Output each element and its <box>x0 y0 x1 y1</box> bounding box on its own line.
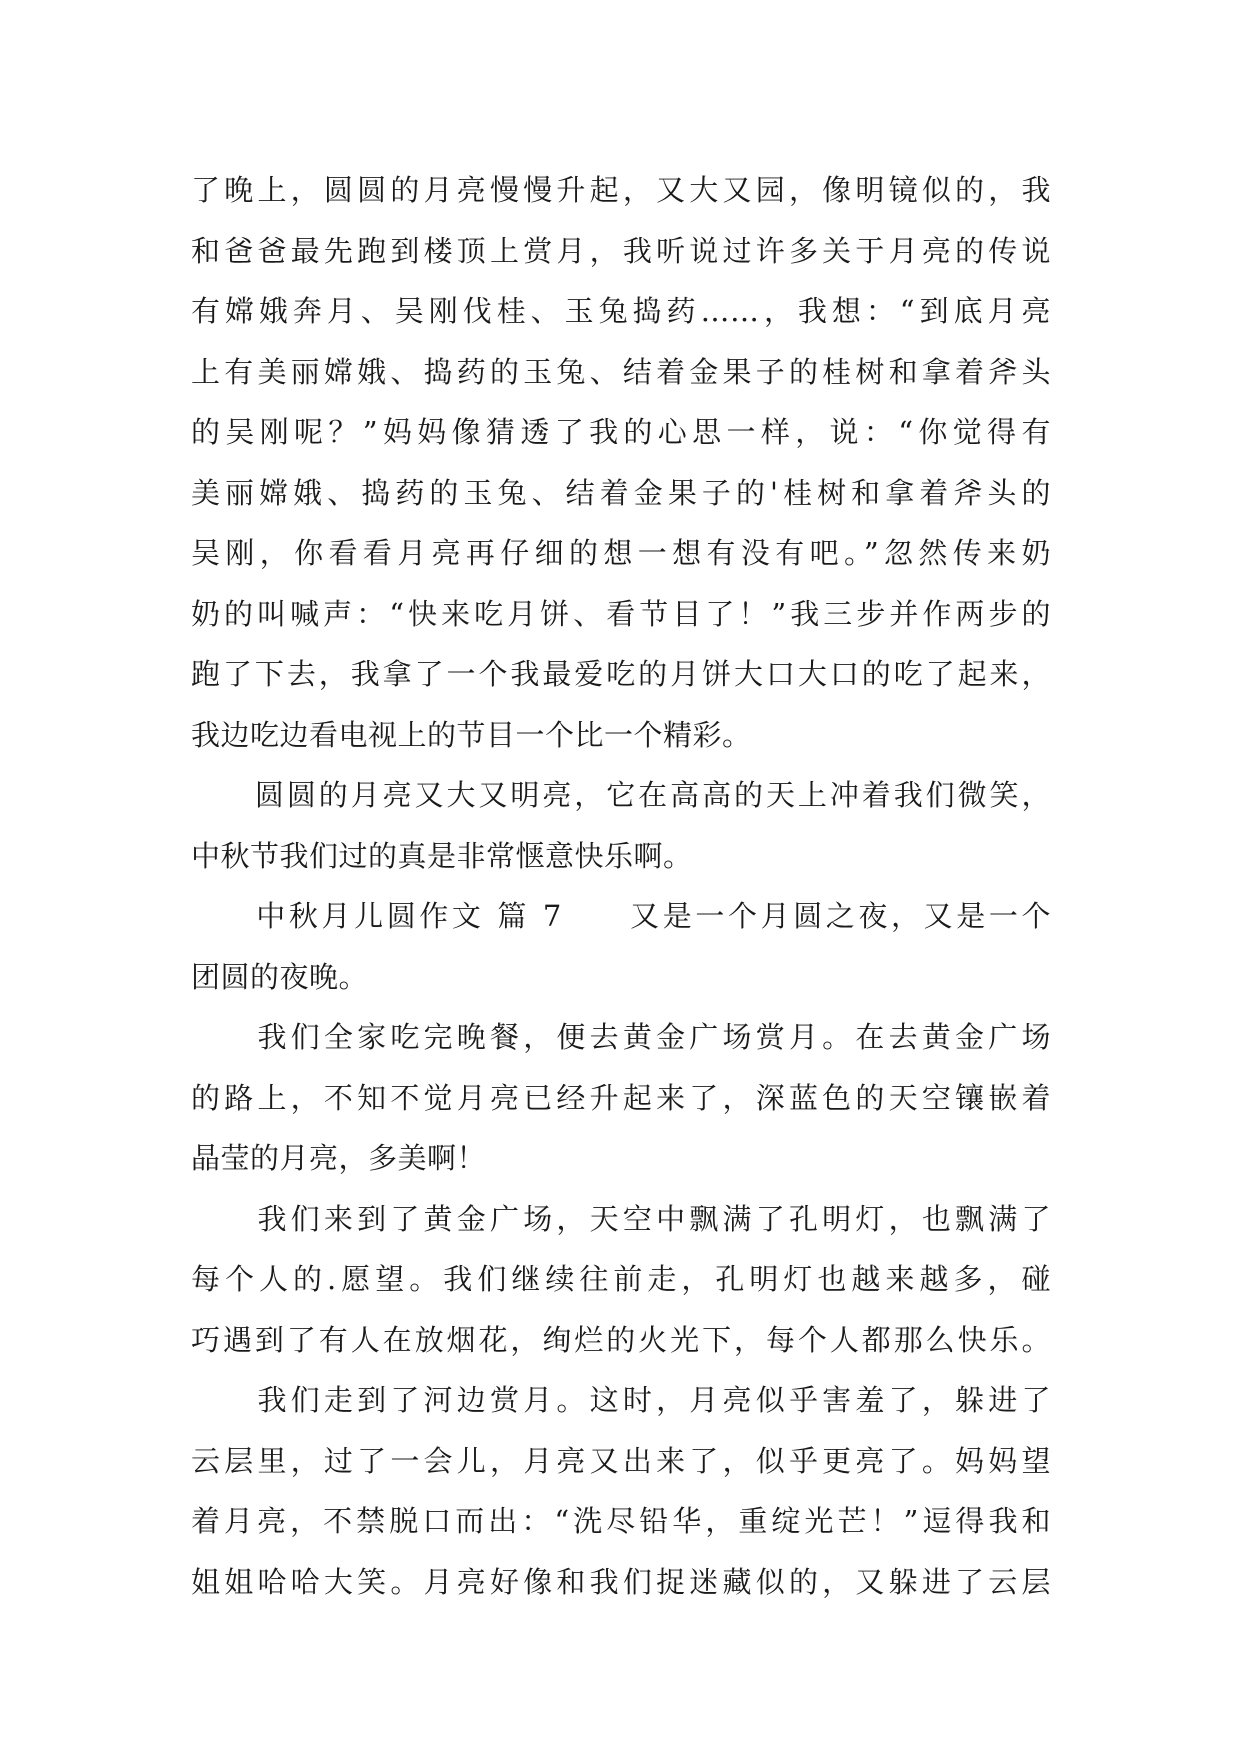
text-line: 吴刚，你看看月亮再仔细的想一想有没有吧。”忽然传来奶 <box>191 536 1051 570</box>
paragraph-1 <box>191 160 1051 765</box>
text-line: 我边吃边看电视上的节目一个比一个精彩。 <box>191 717 752 752</box>
text-line: 我们来到了黄金广场，天空中飘满了孔明灯，也飘满了 <box>191 1201 1051 1236</box>
paragraph-5 <box>191 1189 1051 1371</box>
paragraph-4 <box>191 1007 1051 1189</box>
text-line: 美丽嫦娥、捣药的玉兔、结着金果子的'桂树和拿着斧头的 <box>191 475 1051 510</box>
paragraph-2 <box>191 765 1051 886</box>
text-line: 有嫦娥奔月、吴刚伐桂、玉兔捣药……，我想：“到底月亮 <box>191 294 1051 328</box>
text-line: 的吴刚呢？”妈妈像猜透了我的心思一样，说：“你觉得有 <box>191 415 1051 449</box>
text-line: 我们走到了河边赏月。这时，月亮似乎害羞了，躲进了 <box>191 1383 1051 1417</box>
section-heading-line: 中秋月儿圆作文 篇 7 又是一个月圆之夜，又是一个 <box>191 899 1051 933</box>
text-line: 上有美丽嫦娥、捣药的玉兔、结着金果子的桂树和拿着斧头 <box>191 354 1051 389</box>
text-line: 和爸爸最先跑到楼顶上赏月，我听说过许多关于月亮的传说 <box>191 233 1051 268</box>
text-line: 巧遇到了有人在放烟花，绚烂的火光下，每个人都那么快乐。 <box>191 1322 1051 1357</box>
paragraph-6 <box>191 1370 1051 1612</box>
text-line: 奶的叫喊声：“快来吃月饼、看节目了！”我三步并作两步的 <box>191 596 1051 631</box>
text-line: 了晚上，圆圆的月亮慢慢升起，又大又园，像明镜似的，我 <box>191 173 1051 207</box>
text-line: 圆圆的月亮又大又明亮，它在高高的天上冲着我们微笑， <box>191 778 1051 812</box>
text-line: 姐姐哈哈大笑。月亮好像和我们捉迷藏似的，又躲进了云层 <box>191 1564 1051 1599</box>
text-line: 每个人的.愿望。我们继续往前走，孔明灯也越来越多，碰 <box>191 1262 1051 1296</box>
text-line: 中秋节我们过的真是非常惬意快乐啊。 <box>191 838 693 873</box>
text-line: 晶莹的月亮，多美啊！ <box>191 1141 487 1175</box>
text-line: 我们全家吃完晚餐，便去黄金广场赏月。在去黄金广场 <box>191 1020 1051 1054</box>
text-line: 的路上，不知不觉月亮已经升起来了，深蓝色的天空镶嵌着 <box>191 1080 1051 1115</box>
text-line: 云层里，过了一会儿，月亮又出来了，似乎更亮了。妈妈望 <box>191 1443 1051 1478</box>
paragraph-3 <box>191 886 1051 1007</box>
document-page <box>191 160 1051 1612</box>
text-line: 团圆的夜晚。 <box>191 959 369 994</box>
text-line: 着月亮，不禁脱口而出：“洗尽铅华，重绽光芒！”逗得我和 <box>191 1504 1051 1538</box>
text-line: 跑了下去，我拿了一个我最爱吃的月饼大口大口的吃了起来， <box>191 657 1051 691</box>
